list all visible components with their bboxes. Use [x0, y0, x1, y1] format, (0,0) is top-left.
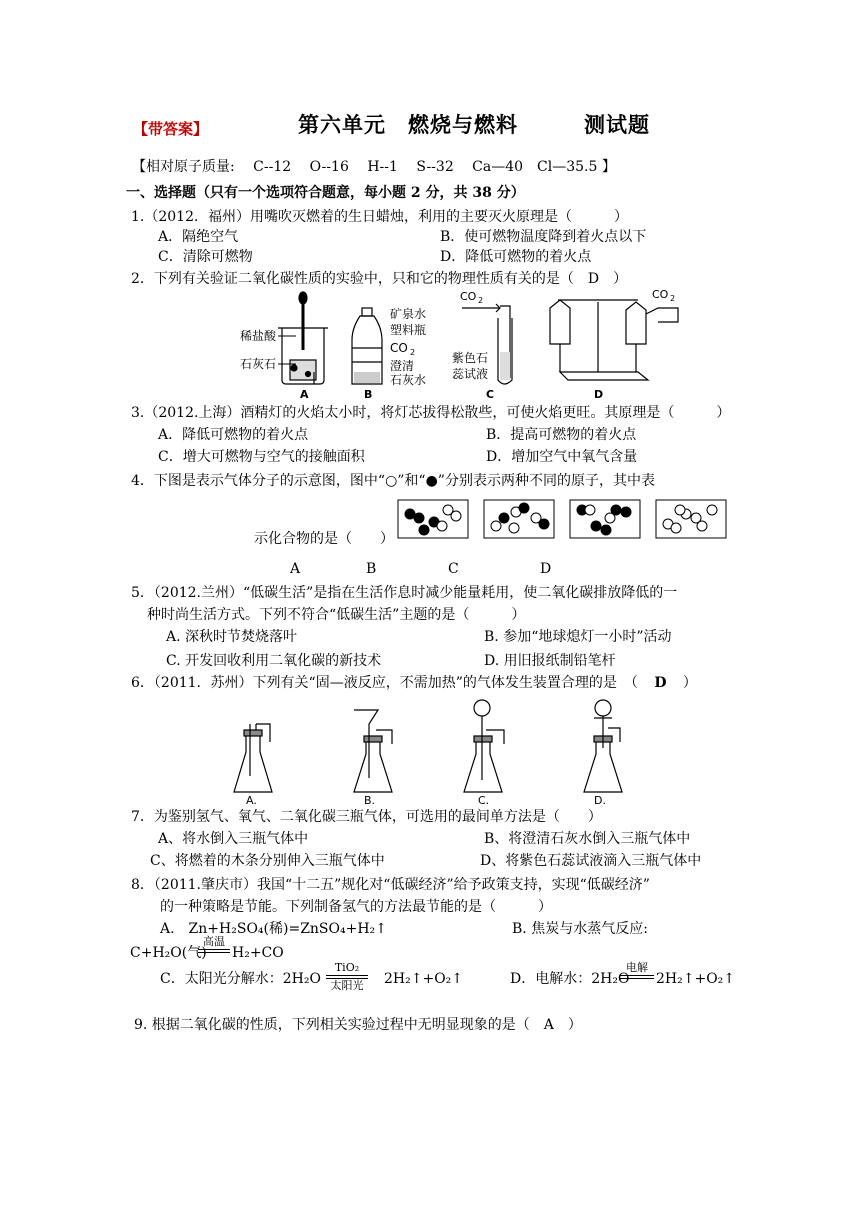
- q8-option-b-condition-bar2: [198, 952, 230, 953]
- q3-option-d: D．增加空气中氧气含量: [486, 449, 638, 465]
- q7-option-b: B、将澄清石灰水倒入三瓶气体中: [484, 831, 691, 847]
- q8-option-c-prefix: C．太阳光分解水：2H₂O: [160, 971, 321, 987]
- q8-option-d-prefix: D．电解水：2H₂O: [510, 971, 630, 987]
- q2-fig-a: [278, 292, 328, 384]
- q2-fig-c-label2: 蕊试液: [452, 367, 489, 381]
- q2-fig-label-c: C: [486, 388, 495, 400]
- page-title: 第六单元 燃烧与燃料 测试题: [298, 113, 650, 137]
- q2-fig-b-label4: 澄清: [390, 359, 415, 373]
- q2-fig-label-a: A: [300, 388, 309, 400]
- q6-close: ）: [682, 675, 697, 691]
- q1-option-a: A．隔绝空气: [158, 229, 239, 245]
- q2-fig-b-label2: 塑料瓶: [390, 323, 427, 337]
- q7-option-c: C、将燃着的木条分别伸入三瓶气体中: [150, 853, 385, 869]
- q6-fig-label-a: A.: [246, 794, 257, 806]
- q6-stem: [131, 674, 697, 692]
- q3-stem: 3.（2012.上海）酒精灯的火焰太小时，将灯芯拔得松散些，可使火焰更旺。其原理是（ ）: [131, 405, 731, 421]
- q2-fig-c-label1: 紫色石: [452, 351, 489, 365]
- q2-fig-b-label3: CO: [390, 341, 408, 355]
- q2-fig-c-label0: CO: [460, 290, 477, 303]
- q1-option-d: D．降低可燃物的着火点: [440, 249, 592, 265]
- answer-tag: 【带答案】: [133, 120, 209, 138]
- q2-experiment-figure: [238, 288, 688, 400]
- q8-option-c-condition: [326, 962, 368, 992]
- q6-apparatus-figure: [232, 696, 624, 806]
- q5-option-a: A. 深秋时节焚烧落叶: [166, 629, 298, 645]
- q3-option-a: A．降低可燃物的着火点: [158, 427, 309, 443]
- q2-fig-d-label0: CO: [652, 288, 669, 301]
- q8-option-d-condition-text: 电解: [626, 961, 648, 974]
- q4-label-d: D: [540, 561, 552, 577]
- q8-option-b: B. 焦炭与水蒸气反应:: [512, 921, 648, 937]
- q4-stem2: 示化合物的是（ ）: [254, 531, 394, 547]
- q9-stem: 9. 根据二氧化碳的性质，下列相关实验过程中无明显现象的是（ A ）: [134, 1017, 582, 1033]
- q2-fig-a-label2: 石灰石: [240, 357, 277, 371]
- q5-stem2: 种时尚生活方式。下列不符合“低碳生活”主题的是（ ）: [147, 607, 526, 623]
- q1-option-b: B．使可燃物温度降到着火点以下: [440, 229, 647, 245]
- q5-option-b: B. 参加“地球熄灯一小时”活动: [484, 629, 672, 645]
- q8-option-b-condition-text: 高温: [203, 935, 225, 948]
- q2-fig-b: [352, 308, 382, 384]
- q7-stem: 7．为鉴别氢气、氧气、二氧化碳三瓶气体，可选用的最间单方法是（ ）: [131, 809, 602, 825]
- q4-molecule-figure: [396, 496, 730, 544]
- section-heading-text: 一、选择题（只有一个选项符合题意，每小题 2 分，共 38 分）: [126, 185, 525, 201]
- q8-option-a: A. Zn+H₂SO₄(稀)=ZnSO₄+H₂↑: [160, 921, 387, 937]
- q8-option-b-equation-right: H₂+CO: [232, 945, 284, 961]
- q2-fig-label-b: B: [364, 388, 373, 400]
- q2-fig-b-label1: 矿泉水: [390, 307, 427, 321]
- q7-option-d: D、将紫色石蕊试液滴入三瓶气体中: [480, 853, 702, 869]
- q4-label-a: A: [290, 561, 301, 577]
- q8-option-b-condition-bar: [198, 949, 230, 950]
- section-heading: [126, 184, 525, 202]
- q8-option-b-equation-left: C+H₂O(气): [130, 945, 207, 961]
- q7-option-a: A、将水倒入三瓶气体中: [158, 831, 309, 847]
- q1-option-c: C．清除可燃物: [158, 249, 253, 265]
- q2-fig-b-label5: 石灰水: [390, 373, 427, 387]
- q6-answer: D: [654, 675, 667, 691]
- q4-label-c: C: [448, 561, 459, 577]
- q8-option-c-condition-bottom: 太阳光: [330, 979, 364, 992]
- atomic-masses: 【相对原子质量: C--12 O--16 H--1 S--32 Ca—40 Cl—35.5 】: [132, 159, 616, 175]
- q2-fig-a-label1: 稀盐酸: [240, 329, 277, 343]
- q3-option-b: B．提高可燃物的着火点: [486, 427, 637, 443]
- q8-option-b-condition: [198, 936, 230, 954]
- q8-option-c-condition-bar: [326, 975, 368, 976]
- q2-fig-d-sub: 2: [670, 294, 676, 303]
- q6-fig-label-d: D.: [594, 794, 606, 806]
- q3-option-c: C．增大可燃物与空气的接触面积: [158, 449, 365, 465]
- q8-stem2: 的一种策略是节能。下列制备氢气的方法最节能的是（ ）: [160, 899, 552, 915]
- q8-option-d-right: 2H₂↑+O₂↑: [656, 971, 736, 987]
- q4-stem: 4．下图是表示气体分子的示意图，图中“○”和“●”分别表示两种不同的原子，其中表: [131, 473, 655, 489]
- q8-option-d-condition-bar2: [620, 978, 654, 979]
- q6-fig-label-b: B.: [364, 794, 376, 806]
- q5-option-d: D. 用旧报纸制铅笔杆: [484, 653, 616, 669]
- q2-stem: 2．下列有关验证二氧化碳性质的实验中，只和它的物理性质有关的是（ D ）: [131, 271, 628, 287]
- q6-stem-text: 6．（2011．苏州）下列有关“固—液反应，不需加热”的气体发生装置合理的是 （: [131, 675, 638, 691]
- q8-option-d-condition-bar: [620, 975, 654, 976]
- q8-stem: 8．（2011.肇庆市）我国“十二五”规化对“低碳经济”给予政策支持，实现“低碳经济”: [131, 877, 650, 893]
- q2-fig-label-d: D: [594, 388, 604, 400]
- q1-stem: 1.（2012．福州）用嘴吹灭燃着的生日蜡烛，利用的主要灭火原理是（ ）: [131, 209, 628, 225]
- q8-option-c-condition-top: TiO₂: [334, 961, 360, 974]
- q6-fig-label-c: C.: [478, 794, 490, 806]
- q2-fig-c-sub: 2: [478, 296, 484, 305]
- q4-label-b: B: [366, 561, 377, 577]
- q5-stem: 5．（2012.兰州）“低碳生活”是指在生活作息时减少能量耗用，使二氧化碳排放降低的一: [131, 585, 678, 601]
- q2-fig-d: [550, 300, 678, 380]
- q8-option-c-right: 2H₂↑+O₂↑: [384, 971, 464, 987]
- q8-option-d-condition: [620, 962, 654, 980]
- q5-option-c: C. 开发回收利用二氧化碳的新技术: [166, 653, 382, 669]
- q2-fig-b-sub: 2: [410, 348, 416, 357]
